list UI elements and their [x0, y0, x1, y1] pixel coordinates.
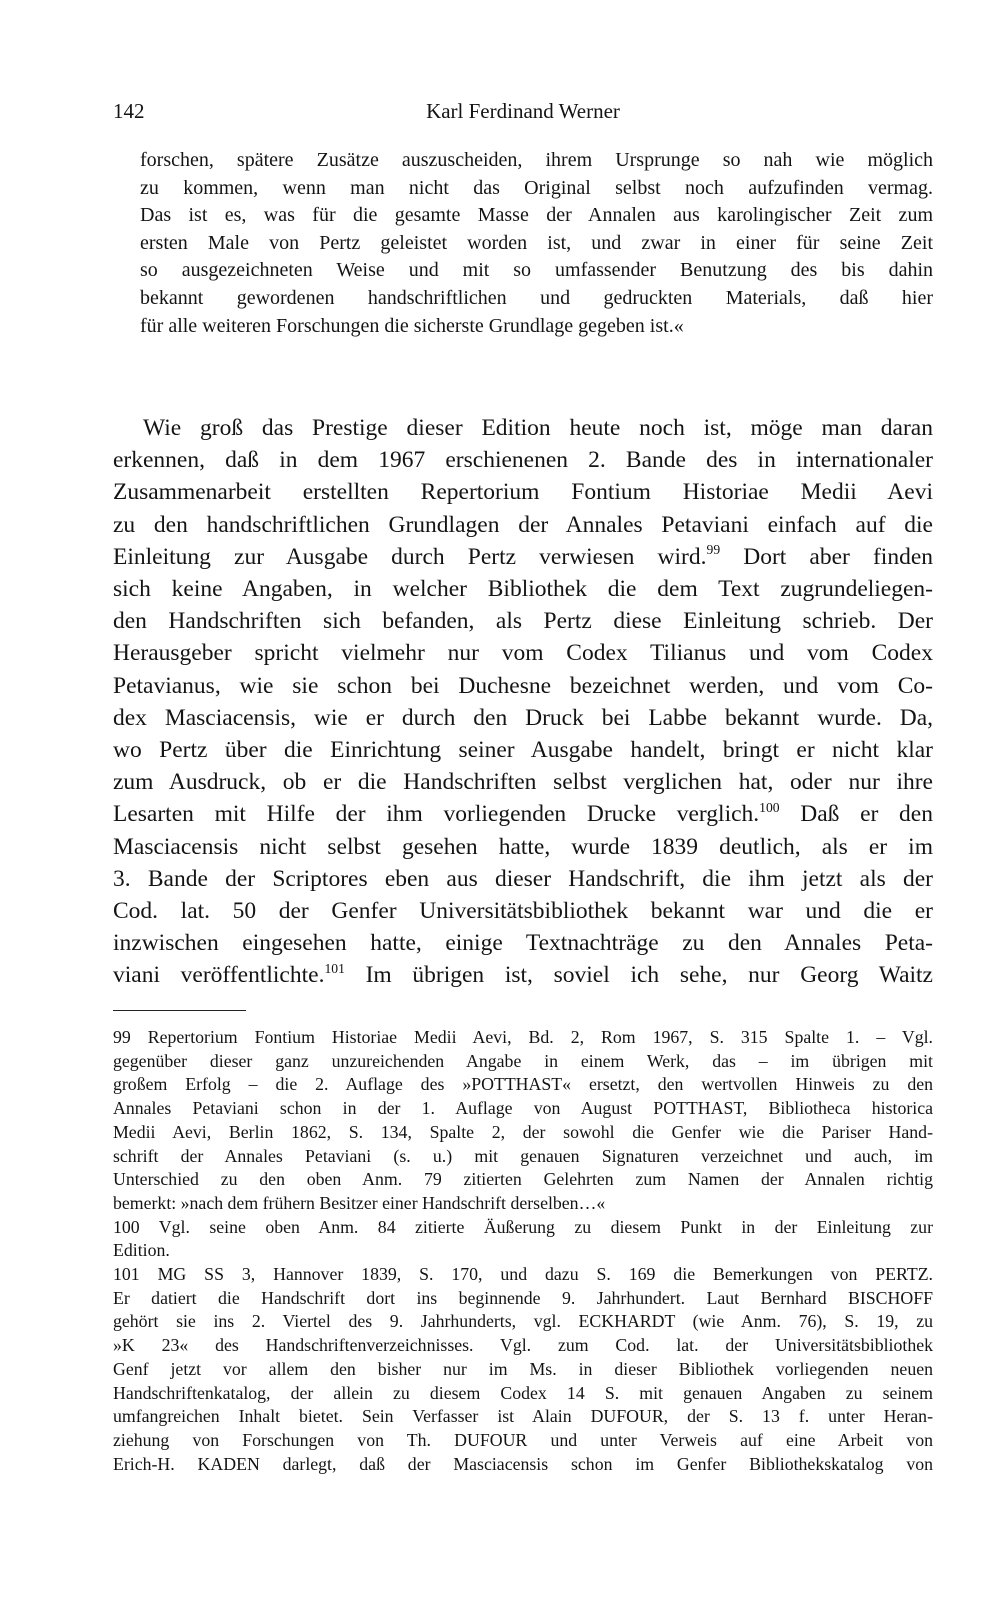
- body-line: [113, 798, 933, 830]
- footnote-line: ziehung von Forschungen von Th. DUFOUR und unter Verweis auf eine Arbeit von: [113, 1429, 933, 1450]
- footnote-ref-100[interactable]: 100: [759, 799, 780, 815]
- body-line-text: Einleitung zur Ausgabe durch Pertz verwiesen wird.: [113, 543, 707, 570]
- quote-line: Das ist es, was für die gesamte Masse der Annalen aus karolingischer Zeit zum: [140, 204, 933, 227]
- body-line: Petavianus, wie sie schon bei Duchesne bezeichnet werden, und vom Co-: [113, 672, 933, 699]
- body-line: inzwischen eingesehen hatte, einige Textnachträge zu den Annales Peta-: [113, 930, 933, 957]
- footnote-line: Handschriftenkatalog, der allein zu diesem Codex 14 S. mit genauen Angaben zu seinem: [113, 1382, 933, 1403]
- footnote-line: Edition.: [113, 1240, 170, 1261]
- body-paragraph: [113, 412, 933, 992]
- footnote-line: schrift der Annales Petaviani (s. u.) mit genauen Signaturen verzeichnet und auch, im: [113, 1145, 933, 1166]
- footnote-line: umfangreichen Inhalt bietet. Sein Verfasser ist Alain DUFOUR, der S. 13 f. unter Heran-: [113, 1406, 933, 1427]
- footnote-ref-99[interactable]: 99: [706, 542, 721, 558]
- footnote-line: 100 Vgl. seine oben Anm. 84 zitierte Äußerung zu diesem Punkt in der Einleitung zur: [113, 1216, 933, 1237]
- footnote-line: Genf jetzt vor allem den bisher nur im Ms. in dieser Bibliothek vorliegenden neuen: [113, 1358, 933, 1379]
- body-line: 3. Bande der Scriptores eben aus dieser Handschrift, die ihm jetzt als der: [113, 865, 933, 892]
- footnote-ref-101[interactable]: 101: [324, 960, 345, 976]
- quote-line: forschen, spätere Zusätze auszuscheiden, ihrem Ursprunge so nah wie möglich: [140, 149, 933, 171]
- body-line-text: Im übrigen ist, soviel ich sehe, nur Georg Waitz: [344, 962, 933, 989]
- quote-line: bekannt gewordenen handschriftlichen und gedruckten Materials, daß hier: [140, 286, 933, 309]
- page-number: 142: [113, 99, 145, 123]
- footnote-line: Er datiert die Handschrift dort ins beginnende 9. Jahrhundert. Laut Bernhard BISCHOFF: [113, 1287, 933, 1308]
- body-line: zu den handschriftlichen Grundlagen der Annales Petaviani einfach auf die: [113, 511, 933, 538]
- footnote-line: Unterschied zu den oben Anm. 79 zitierten Gelehrten zum Namen der Annalen richtig: [113, 1169, 933, 1190]
- footnote-line: »K 23« des Handschriftenverzeichnisses. Vgl. zum Cod. lat. der Universitätsbibliothek: [113, 1335, 933, 1356]
- footnote-line: gegenüber dieser ganz unzureichenden Angabe in einem Werk, das – im übrigen mit: [113, 1050, 933, 1071]
- quote-block: [140, 147, 933, 340]
- body-line: zum Ausdruck, ob er die Handschriften selbst verglichen hat, oder nur ihre: [113, 769, 933, 796]
- running-head: [113, 96, 933, 126]
- footnote-line: Annales Petaviani schon in der 1. Auflage von August POTTHAST, Bibliotheca historica: [113, 1098, 933, 1119]
- quote-line: zu kommen, wenn man nicht das Original selbst noch aufzufinden vermag.: [140, 176, 933, 199]
- body-line: wo Pertz über die Einrichtung seiner Ausgabe handelt, bringt er nicht klar: [113, 737, 933, 764]
- body-line-text: Dort aber finden: [720, 543, 933, 570]
- body-line: dex Masciacensis, wie er durch den Druck bei Labbe bekannt wurde. Da,: [113, 704, 933, 731]
- body-line: Masciacensis nicht selbst gesehen hatte, wurde 1839 deutlich, als er im: [113, 833, 933, 860]
- quote-line: für alle weiteren Forschungen die sicherste Grundlage gegeben ist.«: [140, 314, 684, 337]
- footnote-line: großem Erfolg – die 2. Auflage des »POTTHAST« ersetzt, den wertvollen Hinweis zu den: [113, 1074, 933, 1095]
- body-line: erkennen, daß in dem 1967 erschienenen 2. Bande des in internationaler: [113, 447, 933, 474]
- body-line: den Handschriften sich befanden, als Pertz diese Einleitung schrieb. Der: [113, 608, 933, 635]
- footnote-separator: [113, 1010, 246, 1011]
- quote-line: so ausgezeichneten Weise und mit so umfassender Benutzung des bis dahin: [140, 259, 933, 282]
- quote-line: ersten Male von Pertz geleistet worden ist, und zwar in einer für seine Zeit: [140, 231, 933, 254]
- footnote-line: 99 Repertorium Fontium Historiae Medii Aevi, Bd. 2, Rom 1967, S. 315 Spalte 1. – Vgl.: [113, 1027, 933, 1047]
- footnote-line: bemerkt: »nach dem frühern Besitzer einer Handschrift derselben…«: [113, 1192, 606, 1213]
- body-line: Wie groß das Prestige dieser Edition heute noch ist, möge man daran: [143, 415, 933, 441]
- body-line: Herausgeber spricht vielmehr nur vom Codex Tilianus und vom Codex: [113, 640, 933, 667]
- footnote-line: Medii Aevi, Berlin 1862, S. 134, Spalte 2, der sowohl die Genfer wie die Pariser Hand-: [113, 1121, 933, 1142]
- body-line: [113, 959, 933, 991]
- body-line: Zusammenarbeit erstellten Repertorium Fontium Historiae Medii Aevi: [113, 479, 933, 506]
- running-title: Karl Ferdinand Werner: [426, 99, 620, 123]
- body-line-text: viani veröffentlichte.: [113, 962, 325, 989]
- body-line: sich keine Angaben, in welcher Bibliothek die dem Text zugrundeliegen-: [113, 576, 933, 603]
- footnote-line: gehört sie ins 2. Viertel des 9. Jahrhunderts, vgl. ECKHARDT (wie Anm. 76), S. 19, zu: [113, 1311, 933, 1332]
- body-line-text: Daß er den: [779, 801, 933, 828]
- footnote-line: 101 MG SS 3, Hannover 1839, S. 170, und dazu S. 169 die Bemerkungen von PERTZ.: [113, 1264, 933, 1285]
- footnote-line: Erich-H. KADEN darlegt, daß der Masciacensis schon im Genfer Bibliothekskatalog von: [113, 1453, 933, 1474]
- footnotes: [113, 1026, 933, 1476]
- body-line: [113, 541, 933, 573]
- body-line: Cod. lat. 50 der Genfer Universitätsbibliothek bekannt war und die er: [113, 898, 933, 925]
- body-line-text: Lesarten mit Hilfe der ihm vorliegenden Drucke verglich.: [113, 801, 760, 828]
